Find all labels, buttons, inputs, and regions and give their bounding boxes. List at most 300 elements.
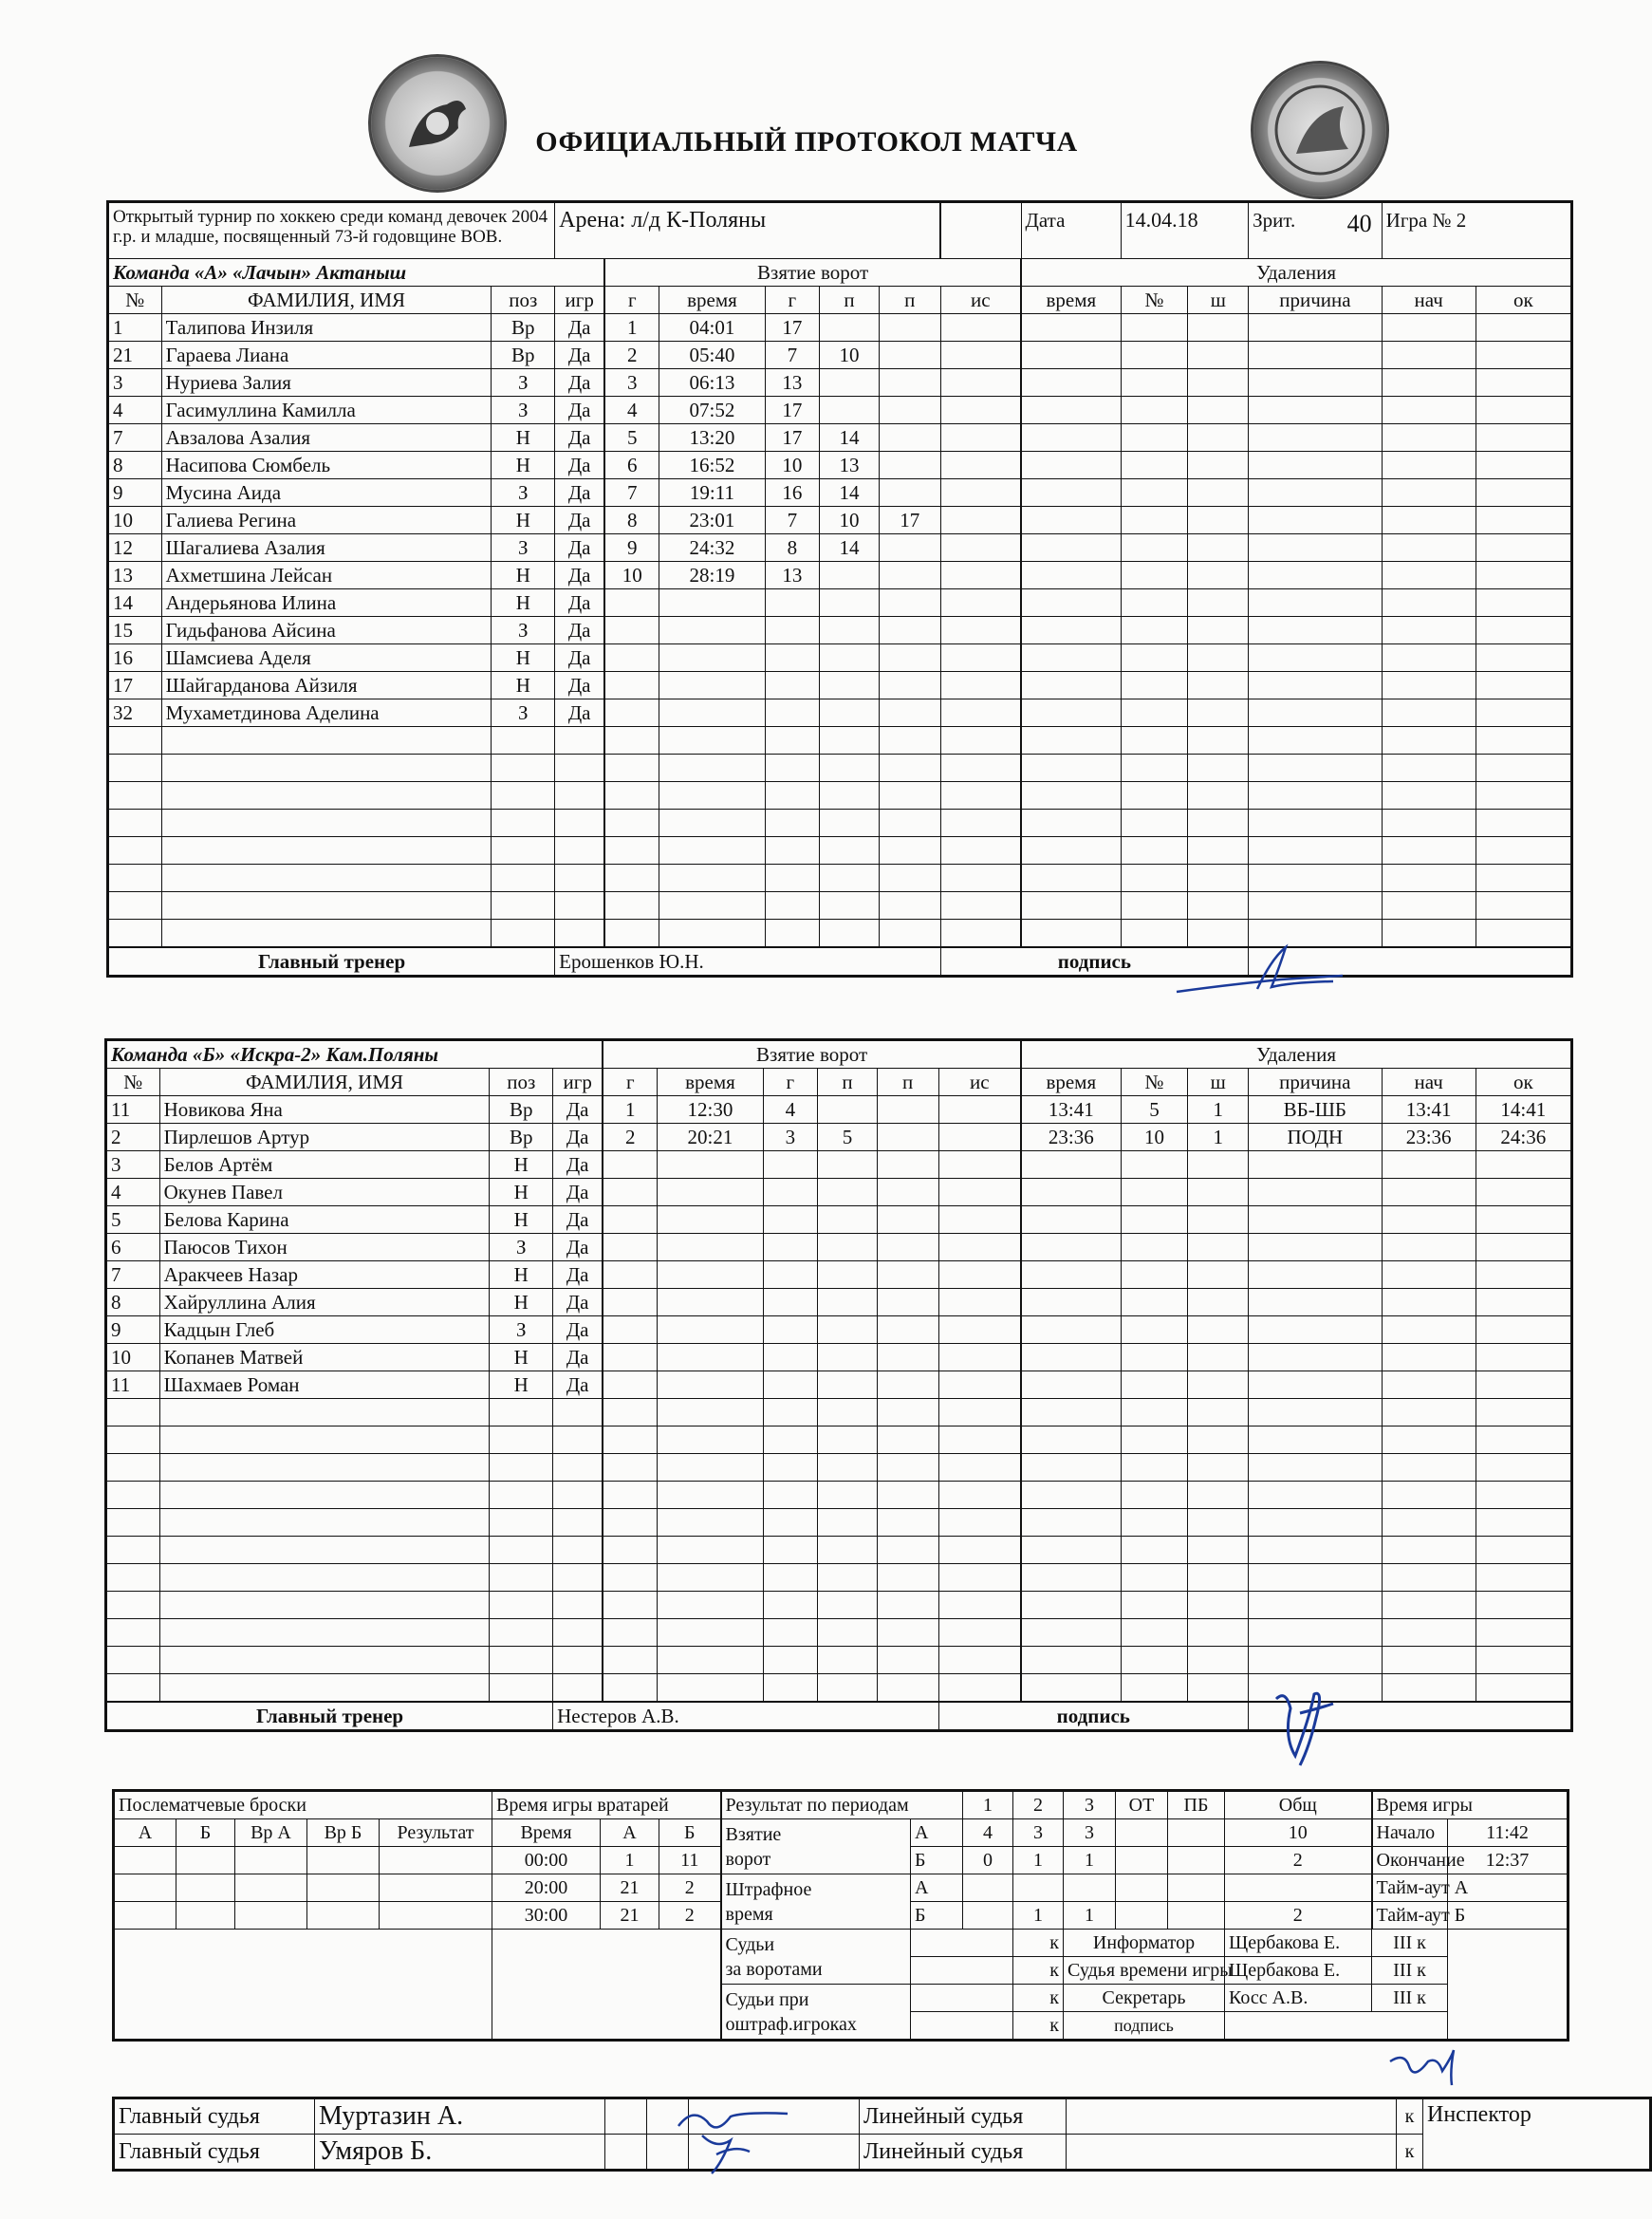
- goal-situation: [940, 672, 1021, 699]
- shootout-col-b: Б: [176, 1819, 235, 1847]
- penalty-end: [1476, 1674, 1571, 1703]
- goal-time: [659, 672, 765, 699]
- penalty-start: [1382, 1454, 1476, 1482]
- penalty-start: [1382, 1316, 1476, 1344]
- team-a-row: [108, 397, 1572, 424]
- penalty-end: [1476, 837, 1571, 865]
- team-b-signature-label: подпись: [938, 1702, 1249, 1731]
- penalty-player: [1121, 1316, 1188, 1344]
- goal-scorer: [765, 920, 820, 948]
- goal-assist-1: [818, 1674, 878, 1703]
- player-name: [161, 920, 492, 948]
- penalty-time: [1021, 1426, 1121, 1454]
- penalty-time: [1021, 1537, 1121, 1564]
- team-a-signature-label: подпись: [940, 947, 1249, 977]
- goal-assist-1: [818, 1344, 878, 1371]
- goal-situation: [938, 1179, 1021, 1206]
- penalty-start: [1382, 314, 1476, 342]
- player-name: [159, 1509, 490, 1537]
- penalty-time: [1021, 369, 1121, 397]
- penalty-end: 24:36: [1476, 1124, 1571, 1151]
- player-number: 2: [106, 1124, 160, 1151]
- goal-number: [603, 1371, 658, 1399]
- column-headers-row: [108, 287, 1572, 314]
- goal-time: 23:01: [659, 507, 765, 534]
- goal-time: [658, 1592, 763, 1619]
- goal-scorer: [765, 672, 820, 699]
- goals-b-so: [1168, 1847, 1225, 1874]
- goal-judge-1-cat: к: [1013, 1930, 1064, 1957]
- penalty-end: [1476, 892, 1571, 920]
- penalty-player: 5: [1121, 1096, 1188, 1124]
- goal-assist-2: [877, 1537, 938, 1564]
- team-b-rows: [106, 1096, 1572, 1703]
- goal-time: [658, 1399, 763, 1426]
- pim-b-total: 2: [1225, 1902, 1372, 1930]
- player-number: [108, 865, 162, 892]
- goal-number: 2: [603, 1124, 658, 1151]
- penalty-time: [1021, 810, 1121, 837]
- pim-a-p1: [963, 1874, 1013, 1902]
- penalty-minutes: [1188, 782, 1249, 810]
- goal-situation: [938, 1316, 1021, 1344]
- timekeeper-label: Судья времени игры: [1064, 1957, 1225, 1985]
- penalty-judge-2-cat: к: [1013, 2012, 1064, 2041]
- pim-a-p3: [1064, 1874, 1116, 1902]
- goal-scorer: 10: [765, 452, 820, 479]
- goal-time: [658, 1482, 763, 1509]
- penalty-player: [1121, 424, 1188, 452]
- pim-a-p2: [1013, 1874, 1064, 1902]
- penalty-time: [1021, 892, 1121, 920]
- goal-assist-2: [877, 1509, 938, 1537]
- goal-situation: [938, 1289, 1021, 1316]
- player-position: Н: [492, 644, 555, 672]
- period-ot: ОТ: [1116, 1791, 1168, 1819]
- col-num: №: [106, 1069, 160, 1096]
- penalty-minutes: [1188, 892, 1249, 920]
- goal-situation: [940, 837, 1021, 865]
- goal-time: 07:52: [659, 397, 765, 424]
- penalty-start: 13:41: [1382, 1096, 1476, 1124]
- penalty-reason: ВБ-ШБ: [1249, 1096, 1383, 1124]
- player-played: [555, 727, 605, 755]
- goal-number: [604, 865, 659, 892]
- player-played: Да: [555, 452, 605, 479]
- goal-assist-1: [818, 1482, 878, 1509]
- penalty-start: [1382, 1647, 1476, 1674]
- period-2: 2: [1013, 1791, 1064, 1819]
- goal-situation: [938, 1151, 1021, 1179]
- goal-assist-1: [818, 1647, 878, 1674]
- team-b-row: [106, 1179, 1572, 1206]
- player-number: 14: [108, 589, 162, 617]
- player-position: Вр: [490, 1096, 553, 1124]
- game-time-label: Время игры: [1372, 1791, 1568, 1819]
- player-name: Шайгарданова Айзиля: [161, 672, 492, 699]
- gk-row-1-a: 1: [601, 1847, 659, 1874]
- col-scorer: г: [763, 1069, 818, 1096]
- goals-label-line-2: ворот: [725, 1848, 771, 1870]
- player-position: [492, 920, 555, 948]
- penalty-time: [1021, 397, 1121, 424]
- goal-scorer: [763, 1206, 818, 1234]
- pim-b-p1: [963, 1902, 1013, 1930]
- player-name: [161, 865, 492, 892]
- goal-number: [603, 1647, 658, 1674]
- penalty-reason: [1249, 1179, 1383, 1206]
- team-a-row: [108, 644, 1572, 672]
- goal-situation: [938, 1344, 1021, 1371]
- player-played: [555, 920, 605, 948]
- player-played: [553, 1482, 603, 1509]
- goal-situation: [938, 1482, 1021, 1509]
- pim-b-p2: 1: [1013, 1902, 1064, 1930]
- penalty-time: [1021, 644, 1121, 672]
- goal-scorer: [763, 1454, 818, 1482]
- tatarstan-emblem-logo: [368, 54, 507, 193]
- goals-b-total: 2: [1225, 1847, 1372, 1874]
- penalty-time: [1021, 1674, 1121, 1703]
- penalty-time: 13:41: [1021, 1096, 1121, 1124]
- penalty-start: [1382, 1234, 1476, 1261]
- goal-judges-line-2: за воротами: [725, 1958, 823, 1980]
- penalty-minutes: [1188, 534, 1249, 562]
- penalty-player: [1121, 1289, 1188, 1316]
- end-label: Окончание: [1372, 1847, 1448, 1874]
- penalty-minutes: [1188, 369, 1249, 397]
- penalty-end: [1476, 507, 1571, 534]
- penalty-minutes: [1188, 1316, 1249, 1344]
- penalty-end: [1476, 1647, 1571, 1674]
- player-name: Авзалова Азалия: [161, 424, 492, 452]
- penalty-judges-label: [721, 1985, 911, 2041]
- player-played: [553, 1564, 603, 1592]
- goal-assist-1: [818, 1261, 878, 1289]
- penalty-start: [1382, 644, 1476, 672]
- player-number: [106, 1482, 160, 1509]
- goal-assist-2: [877, 1371, 938, 1399]
- goal-scorer: [765, 644, 820, 672]
- goal-time: 19:11: [659, 479, 765, 507]
- penalty-minutes: [1188, 589, 1249, 617]
- goal-number: [603, 1674, 658, 1703]
- penalty-time: [1021, 837, 1121, 865]
- pim-row-label: [721, 1874, 911, 1930]
- col-pen-end: ок: [1476, 287, 1571, 314]
- player-played: Да: [553, 1261, 603, 1289]
- penalty-start: [1382, 369, 1476, 397]
- goal-assist-2: [879, 920, 940, 948]
- goal-scorer: [765, 617, 820, 644]
- penalty-start: [1382, 479, 1476, 507]
- player-played: [555, 837, 605, 865]
- player-played: Да: [555, 672, 605, 699]
- penalty-start: [1382, 810, 1476, 837]
- player-position: Н: [490, 1261, 553, 1289]
- penalty-judges-line-1: Судьи при: [725, 1988, 809, 2010]
- penalty-time: [1021, 1179, 1121, 1206]
- penalty-end: [1476, 755, 1571, 782]
- player-name: Гасимуллина Камилла: [161, 397, 492, 424]
- player-name: [161, 782, 492, 810]
- player-played: Да: [555, 562, 605, 589]
- penalty-time: [1021, 1344, 1121, 1371]
- goal-assist-2: [877, 1426, 938, 1454]
- penalty-judges-line-2: оштраф.игроках: [725, 2013, 857, 2035]
- penalty-start: [1382, 699, 1476, 727]
- col-goal-time: время: [658, 1069, 763, 1096]
- goals-row-label: [721, 1819, 911, 1874]
- penalties-section-title: Удаления: [1021, 259, 1571, 287]
- penalty-minutes: [1188, 452, 1249, 479]
- referees-table: [112, 2097, 1652, 2172]
- goal-assist-2: [877, 1179, 938, 1206]
- penalty-time: [1021, 1399, 1121, 1426]
- penalty-reason: [1249, 507, 1383, 534]
- goal-scorer: 7: [765, 507, 820, 534]
- goal-situation: [940, 865, 1021, 892]
- player-position: [490, 1537, 553, 1564]
- goal-assist-2: [879, 424, 940, 452]
- penalty-time: [1021, 1509, 1121, 1537]
- penalty-reason: [1249, 920, 1383, 948]
- goal-time: [659, 920, 765, 948]
- col-situation: ис: [940, 287, 1021, 314]
- goal-time: [658, 1509, 763, 1537]
- penalty-player: [1121, 1371, 1188, 1399]
- team-b-row: [106, 1371, 1572, 1399]
- penalty-end: [1476, 644, 1571, 672]
- player-name: [159, 1674, 490, 1703]
- goal-situation: [938, 1399, 1021, 1426]
- penalty-time: [1021, 1482, 1121, 1509]
- player-played: Да: [553, 1344, 603, 1371]
- penalty-player: [1121, 1674, 1188, 1703]
- pim-b-so: [1168, 1902, 1225, 1930]
- goal-assist-1: [820, 837, 880, 865]
- penalty-reason: [1249, 342, 1383, 369]
- goal-situation: [940, 562, 1021, 589]
- spectators-label: Зрит.: [1253, 209, 1296, 232]
- goal-number: [604, 892, 659, 920]
- goal-number: 9: [604, 534, 659, 562]
- goal-scorer: 17: [765, 314, 820, 342]
- goal-assist-2: [877, 1234, 938, 1261]
- penalty-start: [1382, 1344, 1476, 1371]
- player-number: [106, 1647, 160, 1674]
- goal-assist-1: [820, 369, 880, 397]
- penalty-minutes: [1188, 1399, 1249, 1426]
- penalty-minutes: [1188, 397, 1249, 424]
- player-position: [490, 1509, 553, 1537]
- penalty-time: [1021, 1371, 1121, 1399]
- team-a-row: [108, 617, 1572, 644]
- goal-scorer: [763, 1619, 818, 1647]
- player-name: Гараева Лиана: [161, 342, 492, 369]
- penalty-time: [1021, 1316, 1121, 1344]
- player-number: 10: [108, 507, 162, 534]
- player-position: Вр: [492, 314, 555, 342]
- penalty-player: [1121, 837, 1188, 865]
- player-number: 3: [108, 369, 162, 397]
- team-a-coach-label: Главный тренер: [108, 947, 555, 977]
- secretary-label: Секретарь: [1064, 1985, 1225, 2012]
- goal-judges-line-1: Судьи: [725, 1933, 775, 1955]
- goal-scorer: [763, 1592, 818, 1619]
- goal-scorer: 16: [765, 479, 820, 507]
- goal-number: [603, 1592, 658, 1619]
- penalty-minutes: [1188, 1674, 1249, 1703]
- pim-a-so: [1168, 1874, 1225, 1902]
- main-referee-1: Муртазин А.: [315, 2098, 605, 2135]
- penalty-time: [1021, 534, 1121, 562]
- goal-assist-2: [877, 1619, 938, 1647]
- player-position: Вр: [492, 342, 555, 369]
- penalty-time: [1021, 452, 1121, 479]
- start-value: 11:42: [1448, 1819, 1568, 1847]
- penalty-reason: [1249, 314, 1383, 342]
- pim-b-ot: [1116, 1902, 1168, 1930]
- tournament-name: [108, 202, 555, 259]
- penalty-minutes: [1188, 1344, 1249, 1371]
- shootout-col-result: Результат: [380, 1819, 492, 1847]
- goal-assist-2: [879, 782, 940, 810]
- goals-b-p1: 0: [963, 1847, 1013, 1874]
- goal-scorer: 4: [763, 1096, 818, 1124]
- player-name: [161, 892, 492, 920]
- goal-scorer: [763, 1344, 818, 1371]
- col-goal-num: г: [603, 1069, 658, 1096]
- player-name: [159, 1454, 490, 1482]
- player-position: Н: [492, 507, 555, 534]
- player-position: [490, 1564, 553, 1592]
- team-a-row: [108, 810, 1572, 837]
- penalty-end: [1476, 617, 1571, 644]
- goal-time: [659, 837, 765, 865]
- main-referee-2: Умяров Б.: [315, 2135, 605, 2171]
- player-number: 12: [108, 534, 162, 562]
- penalty-start: [1382, 920, 1476, 948]
- goal-assist-2: [879, 699, 940, 727]
- player-position: Н: [492, 672, 555, 699]
- goal-assist-2: [879, 534, 940, 562]
- goal-scorer: [765, 892, 820, 920]
- goal-number: [604, 920, 659, 948]
- goal-time: 28:19: [659, 562, 765, 589]
- penalty-end: [1476, 782, 1571, 810]
- team-b-row: [106, 1261, 1572, 1289]
- penalty-reason: [1249, 424, 1383, 452]
- goal-situation: [940, 920, 1021, 948]
- penalty-minutes: [1188, 672, 1249, 699]
- penalty-end: [1476, 534, 1571, 562]
- penalty-end: [1476, 562, 1571, 589]
- goal-assist-1: 14: [820, 534, 880, 562]
- player-number: [106, 1537, 160, 1564]
- gk-col-b: Б: [659, 1819, 721, 1847]
- penalty-player: [1121, 479, 1188, 507]
- penalty-player: [1121, 314, 1188, 342]
- penalty-time: [1021, 699, 1121, 727]
- penalty-player: [1121, 342, 1188, 369]
- penalty-player: [1121, 1537, 1188, 1564]
- penalty-player: [1121, 1179, 1188, 1206]
- team-b-row: [106, 1674, 1572, 1703]
- player-name: [159, 1619, 490, 1647]
- player-position: [492, 727, 555, 755]
- player-name: Шагалиева Азалия: [161, 534, 492, 562]
- col-played: игр: [555, 287, 605, 314]
- player-played: [555, 810, 605, 837]
- penalty-minutes: [1188, 562, 1249, 589]
- goal-situation: [940, 424, 1021, 452]
- goal-number: 5: [604, 424, 659, 452]
- goal-assist-1: [820, 920, 880, 948]
- penalty-end: [1476, 342, 1571, 369]
- player-played: Да: [555, 479, 605, 507]
- penalty-reason: [1249, 397, 1383, 424]
- penalty-minutes: [1188, 1564, 1249, 1592]
- penalty-start: [1382, 452, 1476, 479]
- penalty-start: [1382, 562, 1476, 589]
- goal-assist-2: [879, 644, 940, 672]
- player-name: Нуриева Залия: [161, 369, 492, 397]
- penalty-start: [1382, 1619, 1476, 1647]
- goal-scorer: [763, 1289, 818, 1316]
- pim-label-line-2: время: [725, 1903, 773, 1925]
- goal-situation: [940, 727, 1021, 755]
- penalty-start: [1382, 1426, 1476, 1454]
- goal-situation: [940, 589, 1021, 617]
- goal-time: [658, 1179, 763, 1206]
- goal-number: [604, 699, 659, 727]
- player-number: [108, 727, 162, 755]
- goal-time: [658, 1234, 763, 1261]
- penalty-time: [1021, 672, 1121, 699]
- penalty-reason: [1249, 479, 1383, 507]
- team-b-row: [106, 1234, 1572, 1261]
- goal-scorer: 17: [765, 397, 820, 424]
- penalty-end: [1476, 1206, 1571, 1234]
- col-pen-num: №: [1121, 1069, 1188, 1096]
- goals-a-p3: 3: [1064, 1819, 1116, 1847]
- player-position: [492, 865, 555, 892]
- secretary-cat: III к: [1372, 1985, 1448, 2012]
- goal-assist-1: 10: [820, 507, 880, 534]
- goal-assist-2: [879, 452, 940, 479]
- goal-time: [658, 1619, 763, 1647]
- goals-a-total: 10: [1225, 1819, 1372, 1847]
- goal-scorer: [765, 810, 820, 837]
- goals-a-p1: 4: [963, 1819, 1013, 1847]
- goal-time: [659, 755, 765, 782]
- penalty-time: [1021, 1647, 1121, 1674]
- player-played: Да: [553, 1124, 603, 1151]
- goal-assist-1: [818, 1509, 878, 1537]
- goal-number: 1: [603, 1096, 658, 1124]
- penalty-minutes: [1188, 1371, 1249, 1399]
- goal-assist-1: [820, 892, 880, 920]
- goal-assist-2: [877, 1096, 938, 1124]
- player-played: [555, 865, 605, 892]
- goal-situation: [940, 342, 1021, 369]
- goalie-time-label: Время игры вратарей: [492, 1791, 721, 1819]
- goal-scorer: 17: [765, 424, 820, 452]
- goal-judge-1: [911, 1930, 1013, 1957]
- goal-situation: [938, 1564, 1021, 1592]
- player-position: Н: [490, 1151, 553, 1179]
